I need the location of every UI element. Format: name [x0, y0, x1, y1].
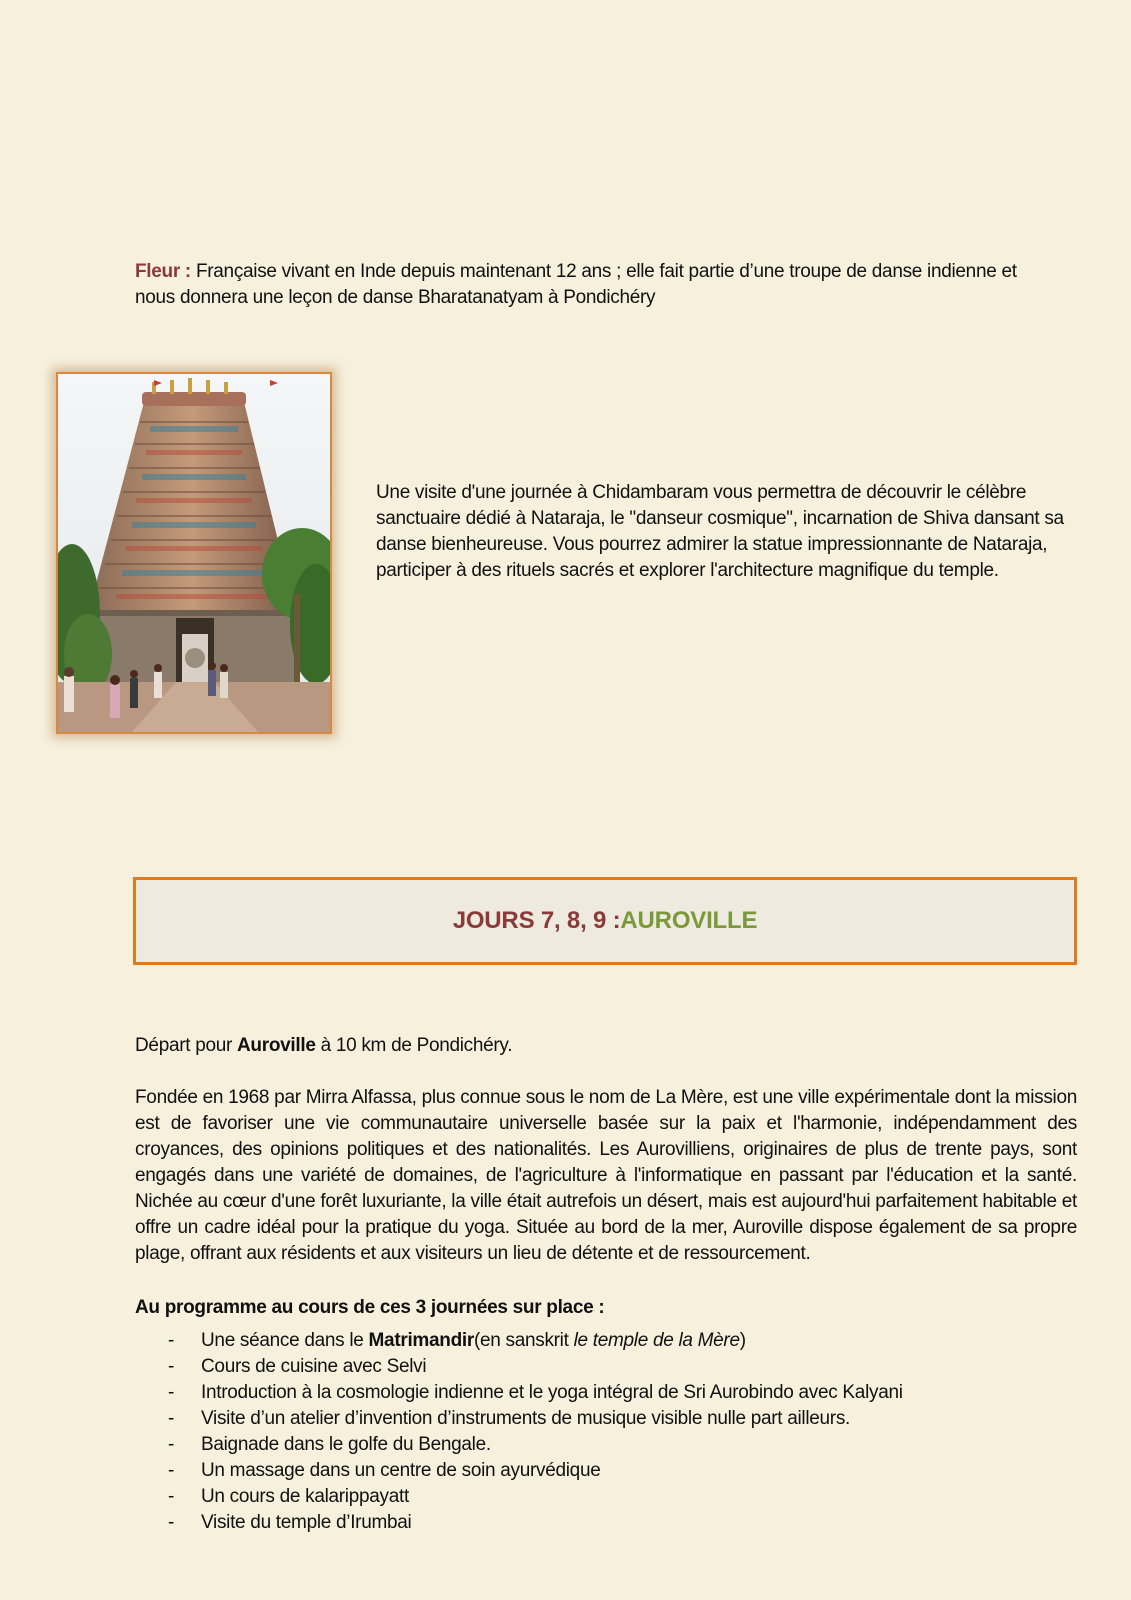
depart-strong: Auroville — [237, 1035, 316, 1056]
list-item-text: Baignade dans le golfe du Bengale. — [201, 1434, 491, 1455]
list-dash: - — [168, 1330, 175, 1351]
list-item-text: Un cours de kalarippayatt — [201, 1486, 409, 1507]
item-before: Une séance dans le — [201, 1330, 369, 1351]
depart-after: à 10 km de Pondichéry. — [315, 1035, 513, 1056]
list-item — [135, 1328, 1075, 1354]
chidambaram-paragraph: Une visite d'une journée à Chidambaram vous permettra de découvrir le célèbre sanctuaire dédié à Nataraja, le "danseur cosmique", incarnation de Shiva dansant sa danse bienheureuse. Vous pourrez admirer la statue impressionnante de Nataraja, participer à des rituels sacrés et explorer l'architecture magnifique du temple. — [376, 482, 1064, 581]
depart-paragraph — [135, 1033, 1075, 1059]
programme-heading: Au programme au cours de ces 3 journées sur place : — [135, 1297, 605, 1318]
auroville-description: Fondée en 1968 par Mirra Alfassa, plus connue sous le nom de La Mère, est une ville expérimentale dont la mission est de favoriser une vie communautaire universelle basée sur la paix et l'harmonie, indépendamment des croyances, des opinions politiques et des nationalités. Les Aurovilliens, originaires de plus de trente pays, sont engagés dans une variété de domaines, de l'agriculture à l'informatique en passant par l'éducation et la santé. Nichée au cœur d'une forêt luxuriante, la ville était autrefois un désert, mais est aujourd'hui parfaitement habitable et offre un cadre idéal pour la pratique du yoga. Située au bord de la mer, Auroville dispose également de sa propre plage, offrant aux résidents et aux visiteurs un lieu de détente et de ressourcement. — [135, 1087, 1077, 1264]
list-item — [135, 1510, 1075, 1536]
temple-gopuram-icon — [58, 374, 330, 732]
section-place: AUROVILLE — [620, 907, 758, 934]
list-item-text: Visite d’un atelier d’invention d’instruments de musique visible nulle part ailleurs. — [201, 1408, 851, 1429]
list-item — [135, 1380, 1075, 1406]
depart-before: Départ pour — [135, 1035, 238, 1056]
chidambaram-temple-photo — [56, 372, 332, 734]
list-dash: - — [168, 1408, 175, 1429]
list-item-text: Introduction à la cosmologie indienne et le yoga intégral de Sri Aurobindo avec Kalyani — [201, 1382, 903, 1403]
fleur-text: Française vivant en Inde depuis maintenant 12 ans ; elle fait partie d’une troupe de danse indienne et nous donnera une leçon de danse Bharatanatyam à Pondichéry — [135, 261, 1017, 308]
list-dash: - — [168, 1356, 175, 1377]
list-item — [135, 1458, 1075, 1484]
fleur-name: Fleur : — [135, 261, 191, 282]
item-strong: Matrimandir — [368, 1330, 474, 1351]
list-dash: - — [168, 1486, 175, 1507]
list-dash: - — [168, 1382, 175, 1403]
list-item — [135, 1354, 1075, 1380]
list-item-text: Visite du temple d’Irumbai — [201, 1512, 412, 1533]
fleur-paragraph — [135, 259, 1055, 311]
activities-list — [135, 1328, 1075, 1536]
section-days: JOURS 7, 8, 9 : — [452, 907, 621, 934]
item-middle: (en sanskrit — [473, 1330, 574, 1351]
list-dash: - — [168, 1460, 175, 1481]
list-item-text: Un massage dans un centre de soin ayurvédique — [201, 1460, 601, 1481]
list-dash: - — [168, 1434, 175, 1455]
list-dash: - — [168, 1512, 175, 1533]
list-item-text: Cours de cuisine avec Selvi — [201, 1356, 427, 1377]
list-item — [135, 1432, 1075, 1458]
list-item — [135, 1484, 1075, 1510]
section-heading-box — [133, 877, 1077, 965]
item-italic: le temple de la Mère — [573, 1330, 740, 1351]
list-item — [135, 1406, 1075, 1432]
item-after: ) — [739, 1330, 746, 1351]
